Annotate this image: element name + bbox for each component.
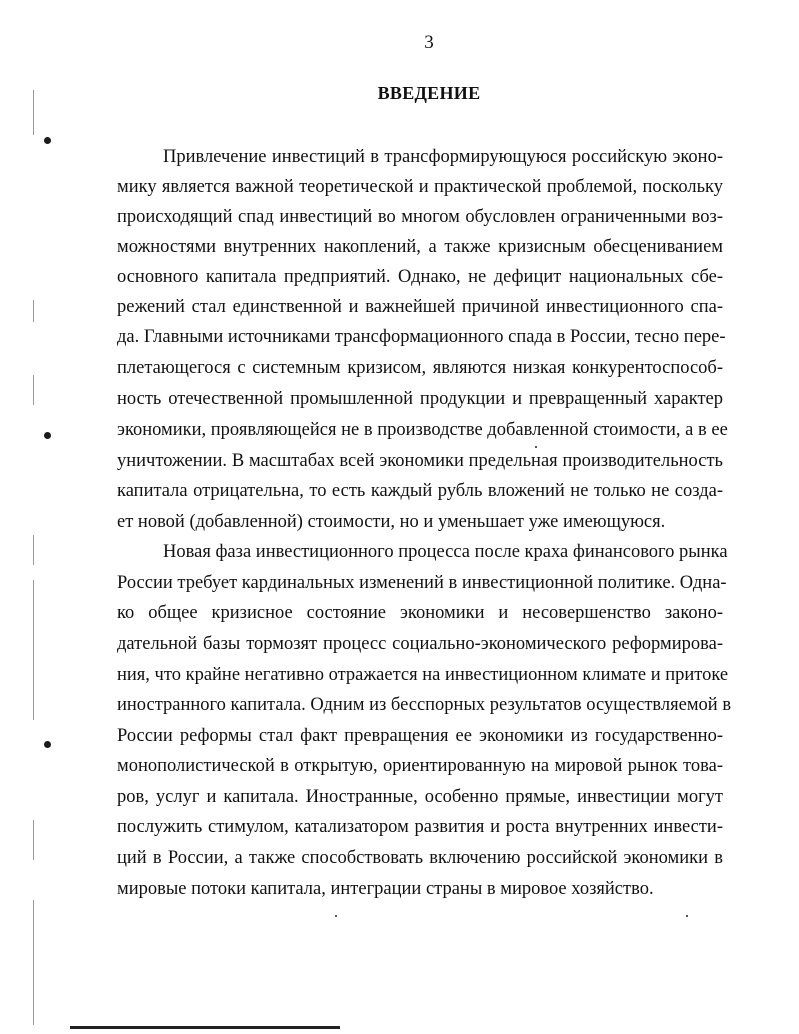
text-line: происходящий спад инвестиций во многом обусловлен ограниченными воз- bbox=[117, 207, 723, 227]
text-line: мику является важной теоретической и практической проблемой, поскольку bbox=[117, 177, 723, 197]
text-line: ров, услуг и капитала. Иностранные, особенно прямые, инвестиции могут bbox=[117, 787, 723, 807]
text-line: плетающегося с системным кризисом, являются низкая конкурентоспособ- bbox=[117, 358, 723, 378]
text-line: Привлечение инвестиций в трансформирующуюся российскую эконо- bbox=[163, 147, 723, 167]
text-line: послужить стимулом, катализатором развития и роста внутренних инвести- bbox=[117, 817, 723, 837]
text-line: экономики, проявляющейся не в производстве добавленной стоимости, а в ее bbox=[117, 420, 728, 440]
text-line: Новая фаза инвестиционного процесса после краха финансового рынка bbox=[163, 542, 728, 562]
text-line: можностями внутренних накоплений, а также кризисным обесцениванием bbox=[117, 237, 723, 257]
binding-hole-mark bbox=[44, 432, 51, 439]
scan-speck bbox=[335, 915, 337, 917]
scan-margin-line bbox=[33, 300, 34, 322]
text-line: ность отечественной промышленной продукции и превращенный характер bbox=[117, 389, 723, 409]
text-line: монополистической в открытую, ориентированную на мировой рынок това- bbox=[117, 756, 723, 776]
text-line: уничтожении. В масштабах всей экономики предельная производительность bbox=[117, 451, 723, 471]
scan-margin-line bbox=[33, 535, 34, 565]
scan-speck bbox=[535, 446, 537, 448]
binding-hole-mark bbox=[44, 741, 51, 748]
scan-margin-line bbox=[33, 820, 34, 860]
scan-speck bbox=[686, 915, 688, 917]
text-line: ко общее кризисное состояние экономики и несовершенство законо- bbox=[117, 603, 723, 623]
text-line: режений стал единственной и важнейшей причиной инвестиционного спа- bbox=[117, 297, 723, 317]
scan-margin-line bbox=[33, 90, 34, 135]
text-line: ций в России, а также способствовать включению российской экономики в bbox=[117, 848, 723, 868]
text-line: ния, что крайне негативно отражается на инвестиционном климате и притоке bbox=[117, 665, 729, 685]
text-line: России требует кардинальных изменений в инвестиционной политике. Одна- bbox=[117, 573, 727, 593]
scan-margin-line bbox=[33, 580, 34, 720]
page-number: 3 bbox=[424, 32, 434, 53]
binding-hole-mark bbox=[44, 137, 51, 144]
text-line: да. Главными источниками трансформационного спада в России, тесно пере- bbox=[117, 327, 726, 347]
section-heading: ВВЕДЕНИЕ bbox=[377, 83, 481, 103]
scan-margin-line bbox=[33, 900, 34, 1025]
scan-margin-line bbox=[33, 375, 34, 405]
text-line: основного капитала предприятий. Однако, не дефицит национальных сбе- bbox=[117, 267, 723, 287]
text-line: мировые потоки капитала, интеграции страны в мировое хозяйство. bbox=[117, 879, 654, 899]
text-line: ет новой (добавленной) стоимости, но и уменьшает уже имеющуюся. bbox=[117, 512, 666, 532]
bottom-edge-rule bbox=[70, 1026, 340, 1029]
text-line: дательной базы тормозят процесс социально-экономического реформирова- bbox=[117, 634, 723, 654]
text-line: России реформы стал факт превращения ее экономики из государственно- bbox=[117, 726, 723, 746]
text-line: иностранного капитала. Одним из бесспорных результатов осуществляемой в bbox=[117, 695, 732, 715]
text-line: капитала отрицательна, то есть каждый рубль вложений не только не созда- bbox=[117, 481, 723, 501]
